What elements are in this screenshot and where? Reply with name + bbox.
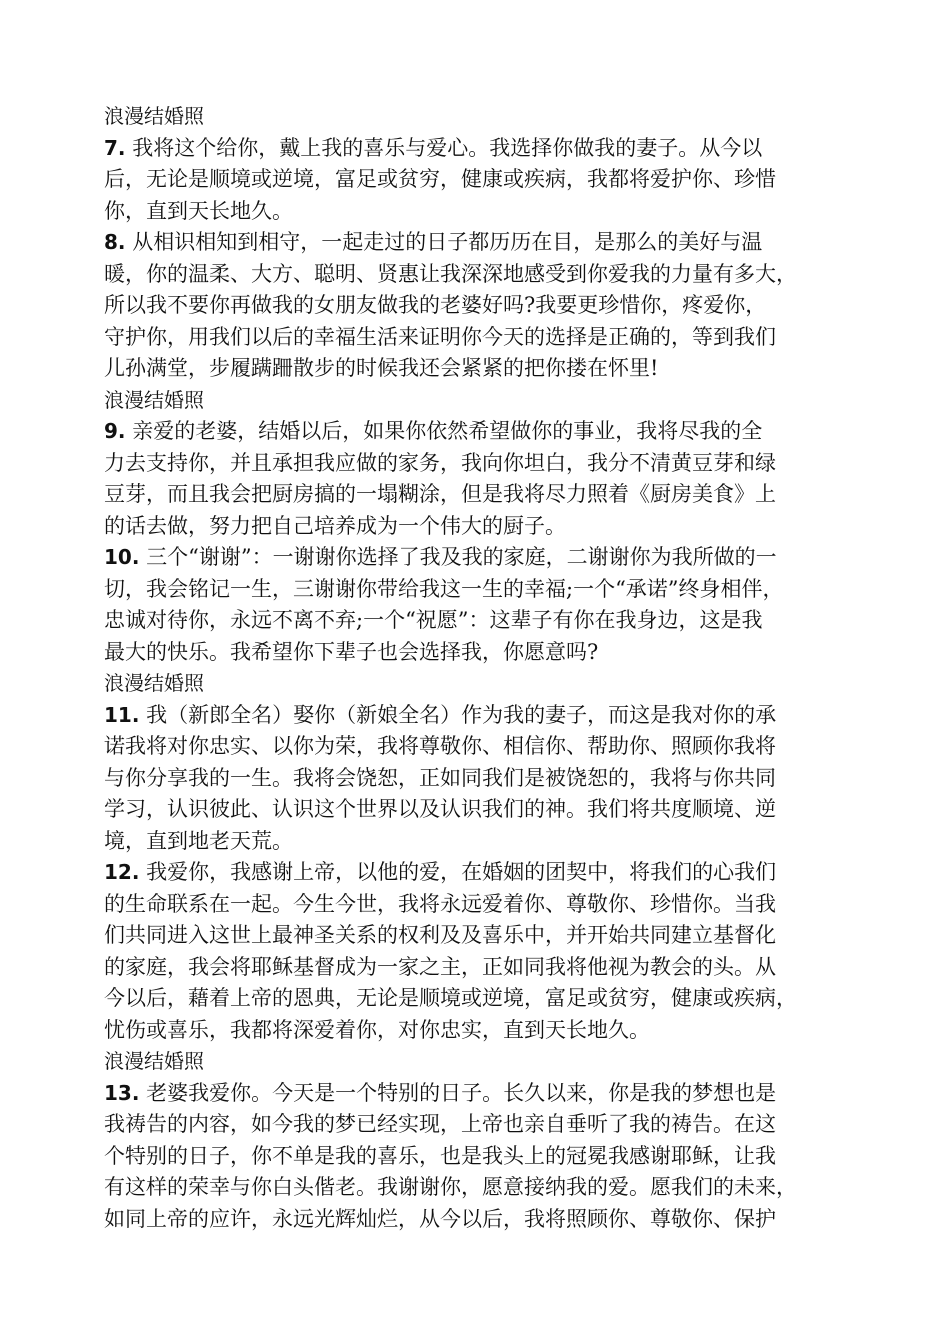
entry-line: 有这样的荣幸与你白头偕老。我谢谢你，愿意接纳我的爱。愿我们的未来， <box>104 1175 797 1199</box>
entry-text: 老婆我爱你。今天是一个特别的日子。长久以来，你是我的梦想也是 <box>139 1080 777 1105</box>
entry-line: 的生命联系在一起。今生今世，我将永远爱着你、尊敬你、珍惜你。当我 <box>104 891 776 916</box>
section-heading: 浪漫结婚照 <box>104 1049 204 1073</box>
entry-line: 的家庭，我会将耶稣基督成为一家之主，正如同我将他视为教会的头。从 <box>104 954 776 979</box>
entry-line: 今以后，藉着上帝的恩典，无论是顺境或逆境，富足或贫穷，健康或疾病， <box>104 986 797 1010</box>
vow-entry-11 <box>104 700 864 858</box>
section-heading: 浪漫结婚照 <box>104 104 204 128</box>
vow-entry-7 <box>104 133 864 228</box>
entry-number: 7. <box>104 135 126 160</box>
entry-line: 守护你，用我们以后的幸福生活来证明你今天的选择是正确的，等到我们 <box>104 324 776 349</box>
entry-text: 我（新郎全名）娶你（新娘全名）作为我的妻子，而这是我对你的承 <box>139 702 777 727</box>
entry-line: 儿孙满堂，步履蹒跚散步的时候我还会紧紧的把你搂在怀里! <box>104 356 659 380</box>
entry-line: 忠诚对待你，永远不离不弃;一个“祝愿”：这辈子有你在我身边，这是我 <box>104 608 763 632</box>
entry-line: 暖，你的温柔、大方、聪明、贤惠让我深深地感受到你爱我的力量有多大， <box>104 261 797 286</box>
entry-text: 从相识相知到相守，一起走过的日子都历历在目，是那么的美好与温 <box>125 230 763 254</box>
vow-entry-9 <box>104 416 864 542</box>
vow-entry-8 <box>104 227 864 385</box>
entry-text: 我爱你，我感谢上帝，以他的爱，在婚姻的团契中，将我们的心我们 <box>139 860 777 884</box>
entry-text: 我将这个给你，戴上我的喜乐与爱心。我选择你做我的妻子。从今以 <box>125 135 763 160</box>
section-heading: 浪漫结婚照 <box>104 671 204 695</box>
entry-line: 个特别的日子，你不单是我的喜乐，也是我头上的冠冕我感谢耶稣，让我 <box>104 1143 776 1168</box>
vow-entry-12 <box>104 857 864 1046</box>
entry-line: 切，我会铭记一生，三谢谢你带给我这一生的幸福;一个“承诺”终身相伴， <box>104 576 784 601</box>
entry-line: 最大的快乐。我希望你下辈子也会选择我，你愿意吗? <box>104 639 599 664</box>
entry-line: 的话去做，努力把自己培养成为一个伟大的厨子。 <box>104 513 566 538</box>
document-body <box>104 101 864 1235</box>
entry-line <box>104 700 864 732</box>
entry-number: 10. <box>104 545 140 569</box>
section-heading: 浪漫结婚照 <box>104 387 204 412</box>
entry-number: 12. <box>104 860 140 884</box>
entry-text: 三个“谢谢”：一谢谢你选择了我及我的家庭，二谢谢你为我所做的一 <box>139 545 777 569</box>
entry-line <box>104 227 864 259</box>
entry-line: 力去支持你，并且承担我应做的家务，我向你坦白，我分不清黄豆芽和绿 <box>104 450 776 475</box>
entry-number: 9. <box>104 419 126 443</box>
entry-line <box>104 1078 864 1110</box>
entry-text: 亲爱的老婆，结婚以后，如果你依然希望做你的事业，我将尽我的全 <box>125 419 763 443</box>
entry-line: 你，直到天长地久。 <box>104 198 293 223</box>
entry-line: 忧伤或喜乐，我都将深爱着你，对你忠实，直到天长地久。 <box>104 1017 650 1042</box>
entry-line: 所以我不要你再做我的女朋友做我的老婆好吗?我要更珍惜你，疼爱你， <box>104 293 767 317</box>
entry-line: 学习，认识彼此、认识这个世界以及认识我们的神。我们将共度顺境、逆 <box>104 797 776 821</box>
entry-line: 诺我将对你忠实、以你为荣，我将尊敬你、相信你、帮助你、照顾你我将 <box>104 734 776 758</box>
entry-line: 我祷告的内容，如今我的梦已经实现，上帝也亲自垂听了我的祷告。在这 <box>104 1112 776 1136</box>
entry-number: 8. <box>104 230 126 254</box>
entry-line: 们共同进入这世上最神圣关系的权利及及喜乐中，并开始共同建立基督化 <box>104 923 776 947</box>
entry-line <box>104 133 864 165</box>
entry-line: 豆芽，而且我会把厨房搞的一塌糊涂，但是我将尽力照着《厨房美食》上 <box>104 482 776 506</box>
entry-line: 如同上帝的应许，永远光辉灿烂，从今以后，我将照顾你、尊敬你、保护 <box>104 1206 776 1231</box>
entry-line: 后，无论是顺境或逆境，富足或贫穷，健康或疾病，我都将爱护你、珍惜 <box>104 167 776 191</box>
vow-entry-13 <box>104 1078 864 1236</box>
entry-number: 13. <box>104 1080 140 1105</box>
entry-line: 境，直到地老天荒。 <box>104 828 293 853</box>
entry-line <box>104 542 864 574</box>
entry-line <box>104 857 864 889</box>
entry-line <box>104 416 864 448</box>
vow-entry-10 <box>104 542 864 668</box>
entry-line: 与你分享我的一生。我将会饶恕，正如同我们是被饶恕的，我将与你共同 <box>104 765 776 790</box>
entry-number: 11. <box>104 702 140 727</box>
